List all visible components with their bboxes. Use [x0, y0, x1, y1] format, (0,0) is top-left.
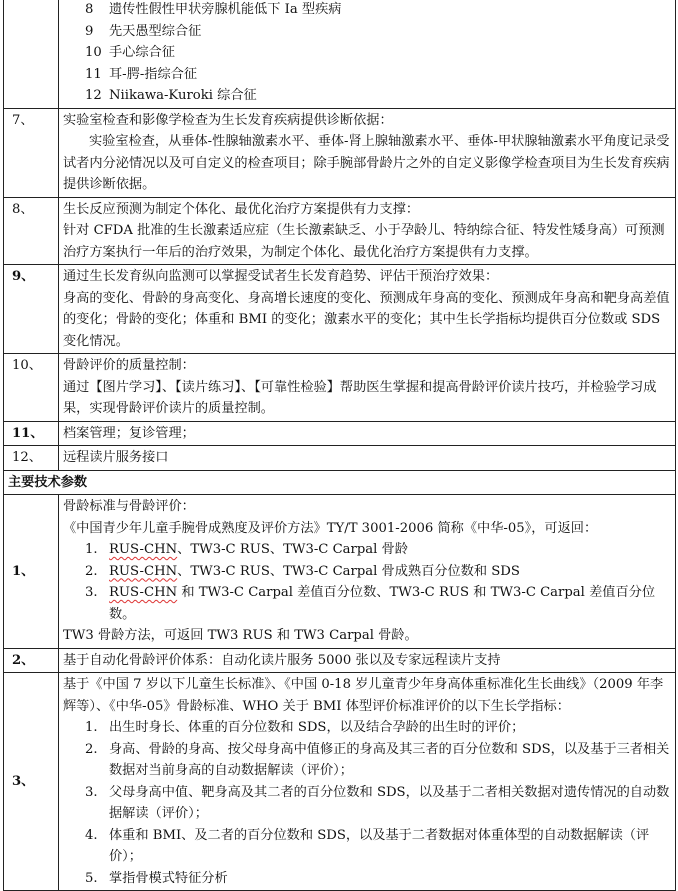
row-number: 12、	[4, 446, 59, 471]
list-item: 10 手心综合征	[85, 45, 175, 60]
row-number: 8、	[4, 197, 59, 265]
table-row	[4, 108, 676, 197]
row-number: 2、	[4, 648, 59, 673]
row-intro: 《中国青少年儿童手腕骨成熟度及评价方法》TY/T 3001-2006 简称《中华-05》，可返回：	[63, 520, 598, 536]
table-row	[4, 648, 676, 673]
list-item: 5. 掌指骨模式特征分析	[85, 870, 228, 886]
spec-table	[3, 0, 676, 891]
list-item: 2. RUS-CHN、TW3-C RUS、TW3-C Carpal 骨成熟百分位数和 SDS	[85, 563, 520, 579]
list-item: 11 耳-腭-指综合征	[85, 66, 198, 82]
table-row	[4, 673, 676, 891]
row-number: 9、	[4, 265, 59, 354]
row-body: 通过【图片学习】、【读片练习】、【可靠性检验】帮助医生掌握和提高骨龄评价读片技巧，并检验学习成果，实现骨龄评价读片的质量控制。	[63, 379, 657, 416]
row-number: 11、	[4, 421, 59, 446]
row-number: 1、	[4, 495, 59, 649]
row-number: 7、	[4, 108, 59, 197]
row-tail: TW3 骨龄方法，可返回 TW3 RUS 和 TW3 Carpal 骨龄。	[63, 628, 418, 643]
row-heading: 生长反应预测为制定个体化、最优化治疗方案提供有力支撑：	[63, 201, 420, 217]
table-row	[4, 354, 676, 422]
list-item: 12 Niikawa-Kuroki 综合征	[85, 88, 257, 103]
table-row	[4, 0, 676, 108]
row-heading: 实验室检查和影像学检查为生长发育疾病提供诊断依据：	[63, 112, 393, 128]
row-body: 基于自动化骨龄评价体系：自动化读片服务 5000 张以及专家远程读片支持	[59, 648, 676, 673]
list-item: 1. 出生时身长、体重的百分位数和 SDS，以及结合孕龄的出生时的评价；	[85, 720, 525, 735]
row-heading: 骨龄评价的质量控制：	[63, 358, 195, 373]
list-item: 3. RUS-CHN 和 TW3-C Carpal 差值百分位数、TW3-C RUS 和 TW3-C Carpal 差值百分位数。	[85, 585, 656, 622]
list-item: 2. 身高、骨龄的身高、按父母身高中值修正的身高及其三者的百分位数和 SDS，以及基于三者相关数据对当前身高的自动数据解读（评价）；	[85, 741, 670, 778]
row-number: 3、	[4, 673, 59, 891]
row-heading: 骨龄标准与骨龄评价：	[63, 499, 195, 514]
row-body: 实验室检查，从垂体-性腺轴激素水平、垂体-肾上腺轴激素水平、垂体-甲状腺轴激素水平角度记录受试者内分泌情况以及可自定义的检查项目；除手腕部骨龄片之外的自定义影像学检查项目为生长发育疾病提供诊断依据。	[63, 134, 670, 192]
table-row	[4, 197, 676, 265]
section-title: 主要技术参数	[4, 470, 676, 495]
syndrome-list	[59, 0, 676, 108]
row-number: 10、	[4, 354, 59, 422]
table-row	[4, 446, 676, 471]
table-row	[4, 421, 676, 446]
list-item: 4. 体重和 BMI、及二者的百分位数和 SDS，以及基于二者数据对体重体型的自动数据解读（评价）；	[85, 827, 650, 864]
table-row	[4, 495, 676, 649]
list-item: 8 遗传性假性甲状旁腺机能低下 Ia 型疾病	[85, 2, 342, 17]
list-item: 3. 父母身高中值、靶身高及其二者的百分位数和 SDS，以及基于二者相关数据对遗传情况的自动数据解读（评价）；	[85, 784, 670, 821]
row-intro: 基于《中国 7 岁以下儿童生长标准》、《中国 0-18 岁儿童青少年身高体重标准化生长曲线》（2009 年李辉等）、《中华-05》骨龄标准、WHO 关于 BMI 体型评价标准评价的以下生长学指标：	[63, 677, 664, 714]
list-item: 9 先天愚型综合征	[85, 23, 202, 39]
row-body: 针对 CFDA 批准的生长激素适应症（生长激素缺乏、小于孕龄儿、特纳综合征、特发性矮身高）可预测治疗方案执行一年后的治疗效果，为制定个体化、最优化治疗方案提供有力支撑。	[63, 223, 665, 260]
table-row	[4, 265, 676, 354]
section-header	[4, 470, 676, 495]
row-heading: 通过生长发育纵向监测可以掌握受试者生长发育趋势、评估干预治疗效果：	[63, 269, 499, 284]
list-item: 1. RUS-CHN、TW3-C RUS、TW3-C Carpal 骨龄	[85, 542, 408, 557]
row-body: 身高的变化、骨龄的身高变化、身高增长速度的变化、预测成年身高的变化、预测成年身高和靶身高差值的变化；骨龄的变化；体重和 BMI 的变化；激素水平的变化；其中生长学指标均提供百分位数或 SDS 变化情况。	[63, 290, 670, 349]
row-body: 档案管理；复诊管理；	[59, 421, 676, 446]
row-body: 远程读片服务接口	[59, 446, 676, 471]
